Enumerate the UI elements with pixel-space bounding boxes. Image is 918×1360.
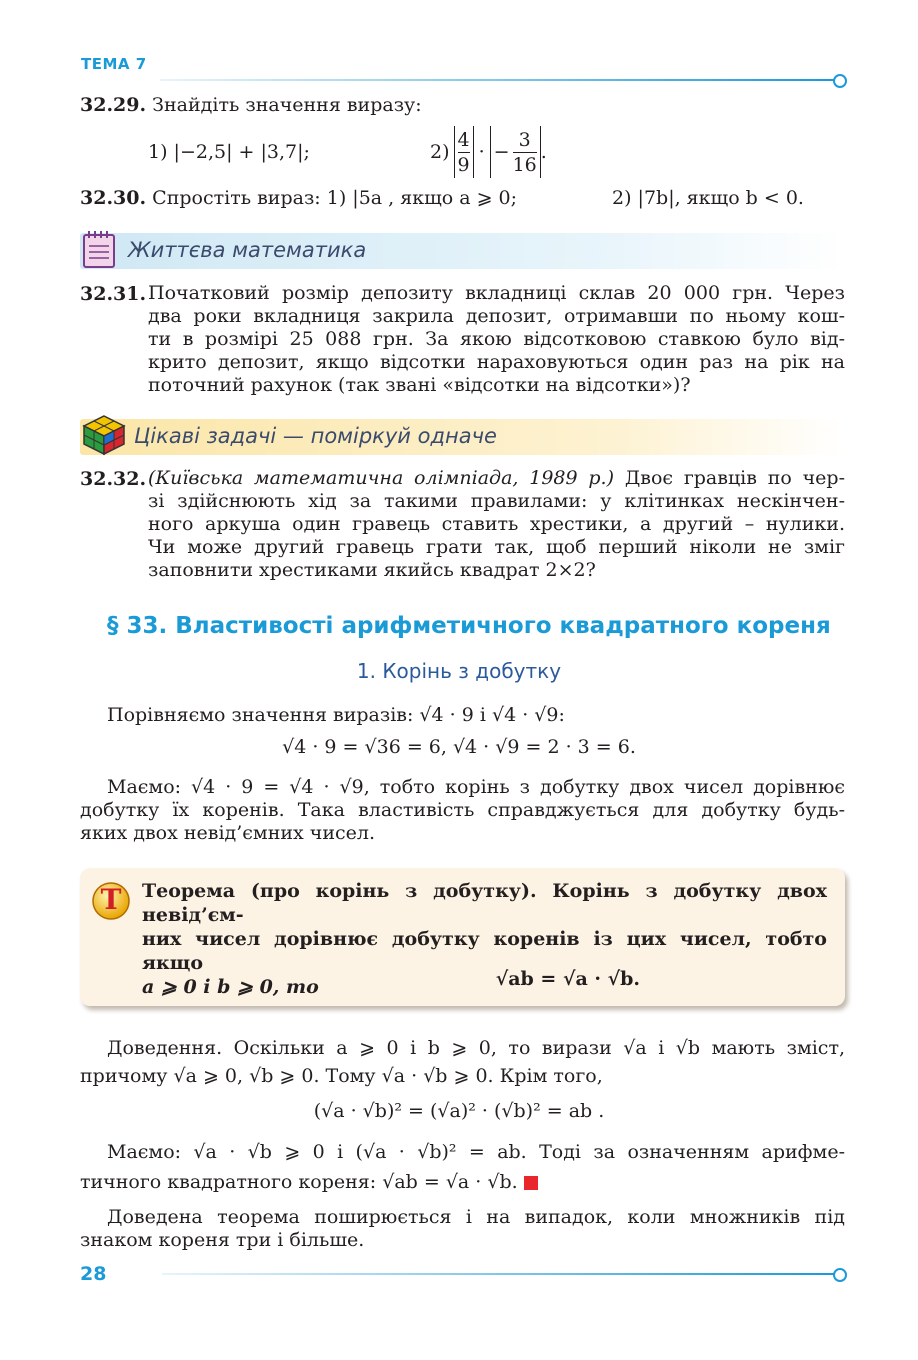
banner-life-math-title: Життєва математика <box>128 238 367 262</box>
rubik-cube-icon <box>82 414 126 456</box>
exercise-32-31-num: 32.31. <box>80 283 147 305</box>
qed-mark <box>524 1176 538 1190</box>
header-rule <box>160 79 834 81</box>
theorem-formula: √ab = √a · √b. <box>495 968 640 990</box>
proof-conclusion: Маємо: √a · √b ⩾ 0 і (√a · √b)² = ab. Тоді за означенням арифме- тичного квадратного кореня: √ab = √a · √b. <box>80 1141 845 1193</box>
section-title: § 33. Властивості арифметичного квадратного кореня <box>107 613 831 639</box>
exercise-32-32-text: (Київська математична олімпіада, 1989 р.) Двоє гравців по чер- зі здійснюють хід за такими правилами: у клітинках нескінчен- ного аркуша один гравець ставить хрестики, а другий – нулики. Чи може другий гравець грати так, щоб перший ніколи не зміг заповнити хрестиками якийсь квадрат 2×2? <box>148 467 846 581</box>
final-text: Доведена теорема поширюється і на випадок, коли множників під знаком кореня три і більше. <box>80 1206 845 1251</box>
footer-rule <box>162 1273 834 1275</box>
topic-label: ТЕМА 7 <box>81 55 147 73</box>
compare-line: Порівняємо значення виразів: √4 · 9 і √4 · √9: <box>107 704 565 726</box>
header-rule-end <box>833 74 847 88</box>
banner-puzzles-title: Цікаві задачі — поміркуй одначе <box>134 424 497 448</box>
notebook-icon <box>82 229 116 269</box>
page-number: 28 <box>80 1263 107 1285</box>
exercise-32-31-text: Початковий розмір депозиту вкладниці склав 20 000 грн. Через два роки вкладниця закрила депозит, отримавши по ньому кош- ти в розмірі 25 088 грн. За якою відсотковою ставкою було від- крито депозит, якщо відсотки нараховуються один раз на рік на поточний рахунок (так звані «відсотки на відсотки»)? <box>148 282 845 396</box>
compare-formula: √4 · 9 = √36 = 6, √4 · √9 = 2 · 3 = 6. <box>282 736 636 758</box>
exercise-32-30: 32.30. Спростіть вираз: 1) |5a , якщо a ⩾ 0; <box>80 187 518 209</box>
theorem-text: Теорема (про корінь з добутку). Корінь з добутку двох невід’єм- них чисел дорівнює добутку коренів із цих чисел, тобто якщо a ⩾ 0 і b ⩾ 0, то <box>142 880 827 998</box>
exercise-32-32-num: 32.32. <box>80 468 147 490</box>
footer-rule-end <box>833 1268 847 1282</box>
exercise-32-29-item2: 2) 4 9 · − $\frac{3}{16}$ . <box>430 124 547 180</box>
exercise-32-29: 32.29. Знайдіть значення виразу: <box>80 94 422 116</box>
subsection-title: 1. Корінь з добутку <box>356 659 562 683</box>
proof-text: Доведення. Оскільки a ⩾ 0 і b ⩾ 0, то вирази √a і √b мають зміст, причому √a ⩾ 0, √b ⩾ 0. Тому √a · √b ⩾ 0. Крім того, <box>80 1037 845 1087</box>
conclusion-text: Маємо: √4 · 9 = √4 · √9, тобто корінь з добутку двох чисел дорівнює добутку їх коренів. Така властивість справджується для добутку будь- яких двох невід’ємних чисел. <box>80 776 845 844</box>
theorem-icon: Т <box>91 881 131 921</box>
exercise-32-30-item2: 2) |7b|, якщо b < 0. <box>612 187 804 209</box>
exercise-32-29-item1: 1) |−2,5| + |3,7|; <box>148 141 310 163</box>
proof-formula: (√a · √b)² = (√a)² · (√b)² = ab . <box>313 1100 605 1122</box>
